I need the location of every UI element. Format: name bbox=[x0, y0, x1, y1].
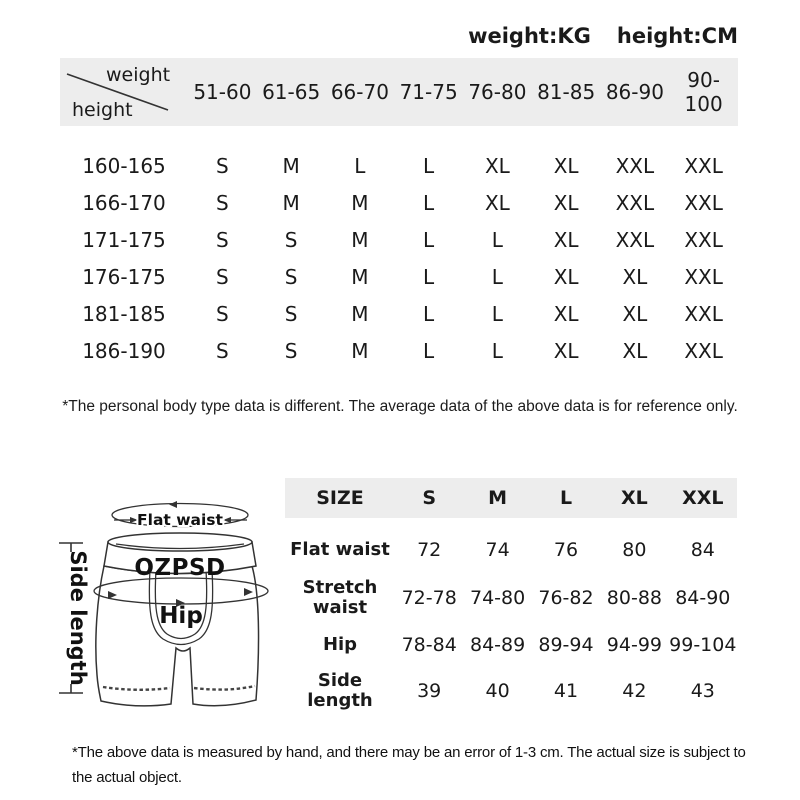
measurement-value: 74 bbox=[485, 539, 510, 561]
size-cell: S bbox=[216, 264, 229, 289]
table-row bbox=[60, 332, 738, 369]
size-cell: XL bbox=[553, 153, 579, 178]
measurement-value: 84-89 bbox=[469, 634, 526, 656]
measurement-footnote bbox=[72, 740, 752, 790]
table-row bbox=[60, 295, 738, 332]
size-header-label: SIZE bbox=[316, 487, 364, 509]
size-chart-header-row bbox=[60, 58, 738, 126]
measurement-value: 74-80 bbox=[469, 587, 526, 609]
size-cell: M bbox=[351, 227, 369, 252]
corner-cell bbox=[60, 58, 188, 126]
reference-note: *The personal body type data is different. The average data of the above data is for reference only. bbox=[62, 398, 738, 415]
size-cell: S bbox=[284, 301, 298, 326]
size-cell: XL bbox=[484, 190, 510, 215]
table-row bbox=[60, 184, 738, 221]
size-cell: M bbox=[351, 190, 369, 215]
size-column-header: L bbox=[559, 487, 573, 509]
size-cell: M bbox=[351, 264, 369, 289]
weight-column-header: 71-75 bbox=[399, 80, 458, 104]
measurement-table bbox=[285, 478, 737, 714]
size-cell: M bbox=[351, 301, 369, 326]
corner-weight-label: weight bbox=[106, 64, 171, 86]
measurement-row-label: Side length bbox=[307, 669, 373, 711]
measurement-value: 40 bbox=[485, 680, 510, 702]
height-row-label: 181-185 bbox=[82, 301, 166, 326]
weight-column-header: 81-85 bbox=[537, 80, 596, 104]
size-chart-body bbox=[60, 147, 738, 369]
height-row-label: 176-175 bbox=[82, 264, 166, 289]
size-cell: L bbox=[423, 190, 435, 215]
size-cell: S bbox=[284, 264, 298, 289]
footnote-line: *The above data is measured by hand, and there may be an error of 1-3 cm. The actual size is subject to bbox=[72, 744, 746, 761]
size-cell: XL bbox=[622, 264, 648, 289]
height-unit-label: height:CM bbox=[616, 24, 738, 48]
measurement-value: 42 bbox=[622, 680, 647, 702]
size-cell: L bbox=[423, 338, 435, 363]
size-cell: XL bbox=[553, 338, 579, 363]
hip-label: Hip bbox=[159, 603, 203, 629]
measurement-value: 84 bbox=[690, 539, 715, 561]
corner-height-label: height bbox=[72, 99, 133, 121]
size-cell: S bbox=[284, 338, 298, 363]
size-column-header: S bbox=[422, 487, 437, 509]
size-cell: S bbox=[216, 227, 229, 252]
measurement-row-label: Stretch waist bbox=[302, 576, 378, 618]
size-column-header: XXL bbox=[682, 487, 724, 509]
measurement-value: 99-104 bbox=[669, 634, 737, 656]
size-cell: M bbox=[282, 153, 300, 178]
arrow-icon bbox=[223, 517, 231, 523]
weight-column-header: 76-80 bbox=[468, 80, 527, 104]
size-cell: S bbox=[216, 301, 229, 326]
size-column-header: XL bbox=[621, 487, 648, 509]
weight-column-header: 90-100 bbox=[684, 68, 723, 116]
size-cell: XXL bbox=[684, 190, 723, 215]
measurement-value: 94-99 bbox=[606, 634, 662, 656]
measurement-value: 80 bbox=[622, 539, 647, 561]
size-cell: S bbox=[284, 227, 298, 252]
footnote-line: the actual object. bbox=[72, 769, 182, 786]
size-cell: XL bbox=[553, 264, 579, 289]
measurement-body bbox=[285, 526, 737, 714]
table-row bbox=[285, 526, 737, 574]
height-row-label: 160-165 bbox=[82, 153, 166, 178]
size-cell: L bbox=[354, 153, 366, 178]
measurement-row-label: Flat waist bbox=[290, 538, 390, 560]
units-header bbox=[468, 24, 738, 48]
table-row bbox=[285, 622, 737, 668]
table-row bbox=[285, 668, 737, 714]
size-cell: XL bbox=[553, 301, 579, 326]
weight-column-header: 51-60 bbox=[193, 80, 252, 104]
size-cell: XL bbox=[553, 227, 579, 252]
measurement-value: 41 bbox=[553, 680, 579, 702]
size-cell: S bbox=[216, 153, 229, 178]
arrow-icon bbox=[169, 501, 177, 508]
size-chart-table bbox=[60, 58, 738, 369]
measurement-value: 89-94 bbox=[538, 634, 594, 656]
size-cell: XXL bbox=[684, 301, 723, 326]
size-cell: XXL bbox=[615, 153, 655, 178]
weight-column-header: 66-70 bbox=[330, 80, 389, 104]
size-cell: XXL bbox=[684, 227, 723, 252]
side-length-label: Side length bbox=[66, 550, 90, 686]
size-cell: L bbox=[491, 264, 503, 289]
measurement-value: 39 bbox=[417, 680, 442, 702]
size-cell: M bbox=[351, 338, 369, 363]
measurement-value: 84-90 bbox=[675, 587, 731, 609]
weight-column-header: 86-90 bbox=[605, 80, 664, 104]
measurement-value: 76 bbox=[553, 539, 579, 561]
size-cell: L bbox=[491, 227, 503, 252]
size-cell: XXL bbox=[684, 338, 723, 363]
size-cell: L bbox=[423, 227, 435, 252]
size-cell: XL bbox=[553, 190, 579, 215]
height-row-label: 171-175 bbox=[82, 227, 166, 252]
size-cell: XXL bbox=[684, 264, 723, 289]
measurement-value: 43 bbox=[690, 680, 715, 702]
table-row bbox=[285, 574, 737, 622]
size-cell: XL bbox=[622, 301, 648, 326]
size-cell: L bbox=[423, 264, 435, 289]
measurement-value: 78-84 bbox=[401, 634, 457, 656]
size-cell: L bbox=[491, 338, 503, 363]
flat-waist-label: Flat waist bbox=[137, 511, 223, 529]
weight-column-header: 61-65 bbox=[262, 80, 321, 104]
size-cell: XL bbox=[622, 338, 648, 363]
brand-logo: OZPSD bbox=[134, 555, 226, 581]
table-row bbox=[60, 221, 738, 258]
size-cell: XXL bbox=[684, 153, 723, 178]
size-cell: XL bbox=[484, 153, 510, 178]
height-row-label: 186-190 bbox=[82, 338, 166, 363]
size-cell: L bbox=[491, 301, 503, 326]
size-column-header: M bbox=[488, 487, 508, 509]
measurement-value: 72-78 bbox=[401, 587, 457, 609]
boxer-outline bbox=[96, 566, 259, 706]
size-cell: S bbox=[216, 338, 229, 363]
size-cell: M bbox=[282, 190, 300, 215]
measurement-value: 76-82 bbox=[538, 587, 594, 609]
table-row bbox=[60, 258, 738, 295]
measurement-value: 72 bbox=[417, 539, 442, 561]
table-row bbox=[60, 147, 738, 184]
boxer-diagram bbox=[50, 480, 300, 715]
measurement-row-label: Hip bbox=[322, 633, 358, 655]
measurement-header-row bbox=[285, 478, 737, 518]
size-cell: XXL bbox=[615, 227, 655, 252]
height-row-label: 166-170 bbox=[82, 190, 166, 215]
size-cell: S bbox=[216, 190, 229, 215]
size-cell: L bbox=[423, 153, 435, 178]
measurement-value: 80-88 bbox=[606, 587, 662, 609]
size-cell: L bbox=[423, 301, 435, 326]
size-cell: XXL bbox=[615, 190, 655, 215]
weight-unit-label: weight:KG bbox=[468, 24, 591, 48]
